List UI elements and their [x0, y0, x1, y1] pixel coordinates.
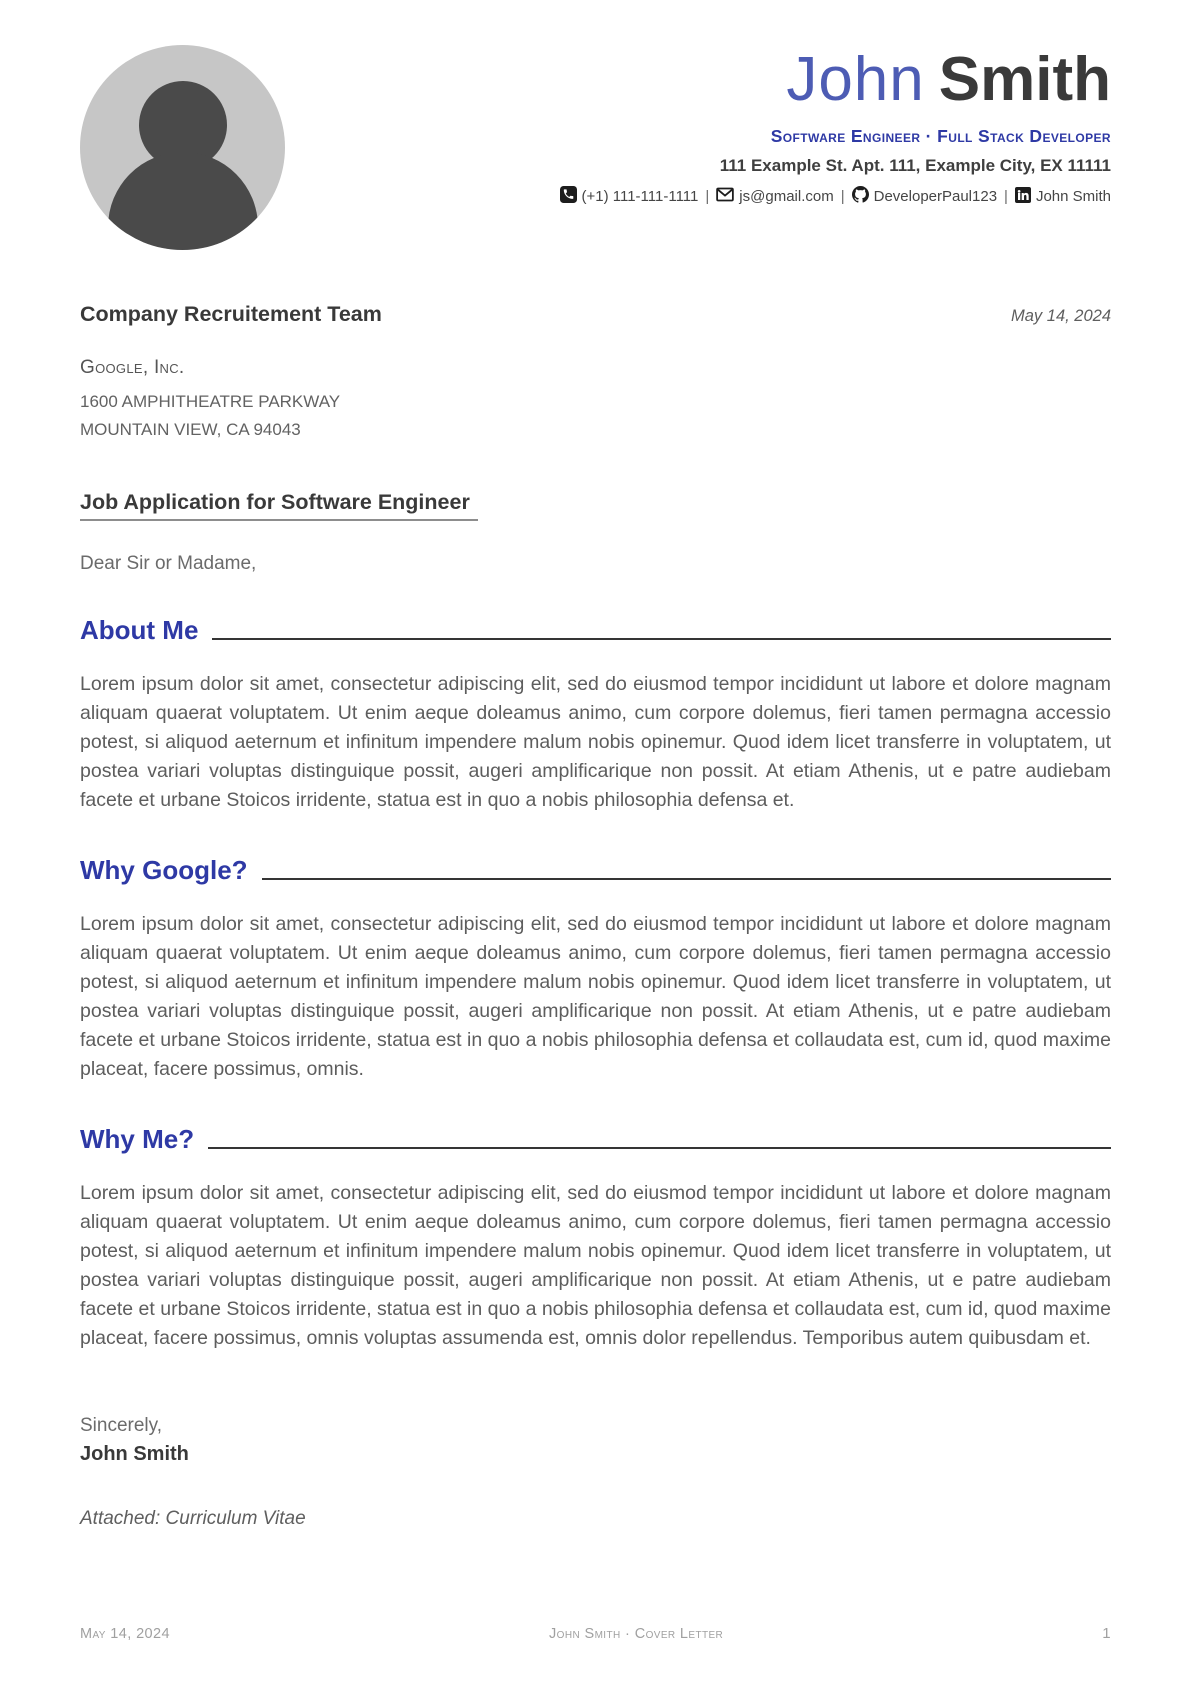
- attachment-note: Attached: Curriculum Vitae: [80, 1508, 306, 1529]
- contact-row: [560, 186, 1112, 207]
- email-address: js@gmail.com: [739, 188, 834, 206]
- section-title: Why Google?: [80, 855, 248, 885]
- linkedin-name: John Smith: [1035, 188, 1111, 206]
- closing-block: [80, 1415, 1111, 1466]
- footer-title: John Smith · Cover Letter: [549, 1626, 724, 1642]
- recipient-address: [80, 388, 1111, 444]
- job-tagline: Software Engineer · Full Stack Developer: [770, 126, 1111, 147]
- section-body: Lorem ipsum dolor sit amet, consectetur adipiscing elit, sed do eiusmod tempor incididunt ut labore et dolore magnam aliquam quaerat voluptatem. Ut enim aeque doleamus animo, cum corpore dolemus, fieri tamen permagna accessio potest, si aliquod aeternum et infinitum impendere malum nobis opinemur. Quod idem licet transferre in voluptatem, ut postea variari voluptas distinguique possit, augeri amplificarique non possit. At etiam Athenis, ut e patre audiebam facete et urbane Stoicos irridente, statua est in quo a nobis philosophia defensa et collaudata est, cum id, quod maxime placeat, facere possimus, omnis.: [80, 913, 1111, 1080]
- recipient-address-block: [80, 357, 1111, 444]
- name-block: [560, 45, 1112, 207]
- letter-subject: Job Application for Software Engineer: [80, 490, 478, 521]
- section-rule: [262, 878, 1111, 880]
- recipient-org: Google, Inc.: [80, 357, 185, 378]
- section-heading: [80, 615, 1111, 646]
- subject-wrap: [80, 490, 1111, 521]
- email-contact[interactable]: [716, 187, 833, 206]
- section-title: Why Me?: [80, 1124, 195, 1154]
- header: [80, 45, 1111, 250]
- phone-icon: [560, 186, 577, 207]
- section-body: Lorem ipsum dolor sit amet, consectetur adipiscing elit, sed do eiusmod tempor incididunt ut labore et dolore magnam aliquam quaerat voluptatem. Ut enim aeque doleamus animo, cum corpore dolemus, fieri tamen permagna accessio potest, si aliquod aeternum et infinitum impendere malum nobis opinemur. Quod idem licet transferre in voluptatem, ut postea variari voluptas distinguique possit, augeri amplificarique non possit. At etiam Athenis, ut e patre audiebam facete et urbane Stoicos irridente, statua est in quo a nobis philosophia defensa et collaudata est, cum id, quod maxime placeat, facere possimus, omnis voluptas assumenda est, omnis dolor repellendus. Temporibus autem quibusdam et.: [80, 1182, 1111, 1349]
- recipient-address-line1: 1600 AMPHITHEATRE PARKWAY: [80, 392, 341, 411]
- section-title: About Me: [80, 615, 199, 645]
- letter-date: May 14, 2024: [1011, 307, 1111, 325]
- page-footer: [80, 1625, 1111, 1642]
- section-why-me: [80, 1124, 1111, 1353]
- recipient-row: [80, 302, 1111, 327]
- section-heading: [80, 1124, 1111, 1155]
- phone-contact[interactable]: [560, 186, 699, 207]
- contact-separator: |: [840, 188, 845, 206]
- email-icon: [716, 187, 734, 206]
- recipient-title: Company Recruitement Team: [80, 302, 382, 326]
- avatar-shoulders-shape: [108, 152, 258, 250]
- linkedin-icon: [1015, 187, 1031, 207]
- avatar: [80, 45, 285, 250]
- phone-number: (+1) 111-111-1111: [581, 188, 699, 206]
- closing-text: Sincerely,: [80, 1415, 163, 1436]
- github-username: DeveloperPaul123: [873, 188, 998, 206]
- footer-date: May 14, 2024: [80, 1626, 170, 1642]
- contact-separator: |: [1004, 188, 1008, 206]
- contact-separator: |: [705, 188, 710, 206]
- section-about-me: [80, 615, 1111, 815]
- full-name: [560, 47, 1112, 112]
- last-name: Smith: [938, 45, 1111, 114]
- footer-page-number: 1: [1102, 1625, 1111, 1642]
- github-icon: [852, 186, 869, 207]
- linkedin-contact[interactable]: [1015, 187, 1111, 207]
- github-contact[interactable]: [852, 186, 997, 207]
- signature-name: John Smith: [80, 1443, 189, 1465]
- section-heading: [80, 855, 1111, 886]
- section-rule: [212, 638, 1111, 640]
- salutation: Dear Sir or Madame,: [80, 553, 257, 574]
- first-name: John: [786, 45, 925, 114]
- sender-address: 111 Example St. Apt. 111, Example City, EX 11111: [719, 156, 1111, 176]
- section-rule: [208, 1147, 1111, 1149]
- section-why-google: [80, 855, 1111, 1084]
- section-body: Lorem ipsum dolor sit amet, consectetur adipiscing elit, sed do eiusmod tempor incididunt ut labore et dolore magnam aliquam quaerat voluptatem. Ut enim aeque doleamus animo, cum corpore dolemus, fieri tamen permagna accessio potest, si aliquod aeternum et infinitum impendere malum nobis opinemur. Quod idem licet transferre in voluptatem, ut postea variari voluptas distinguique possit, augeri amplificarique non possit. At etiam Athenis, ut e patre audiebam facete et urbane Stoicos irridente, statua est in quo a nobis philosophia defensa et.: [80, 673, 1111, 811]
- recipient-address-line2: MOUNTAIN VIEW, CA 94043: [80, 420, 301, 439]
